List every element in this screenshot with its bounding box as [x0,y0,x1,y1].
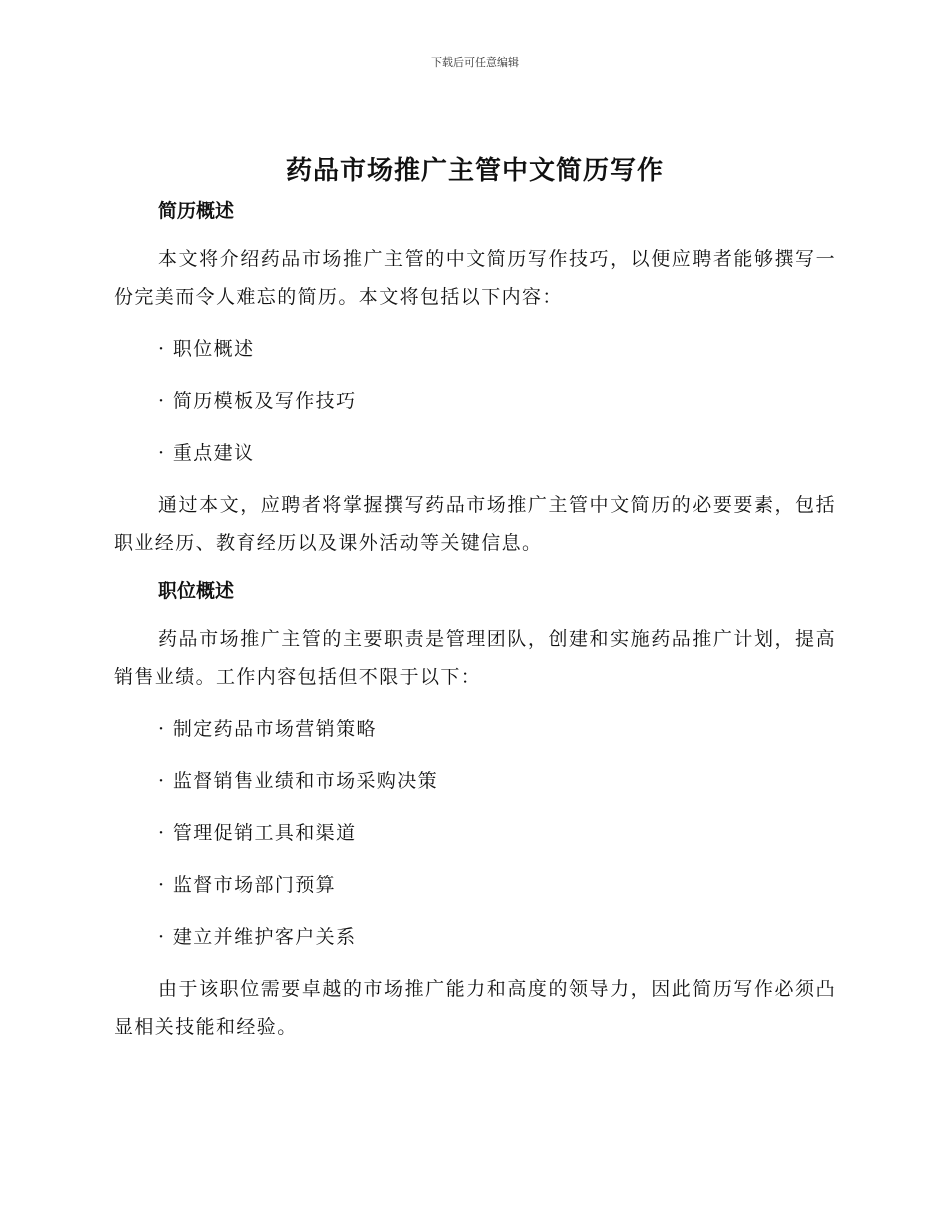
document-body [114,196,836,1046]
document-title: 药品市场推广主管中文简历写作 [285,156,664,186]
paragraph: 药品市场推广主管的主要职责是管理团队，创建和实施药品推广计划，提高销售业绩。工作内容包括但不限于以下： [114,628,836,688]
list-item: · 重点建议 [158,442,255,464]
paragraph: 本文将介绍药品市场推广主管的中文简历写作技巧，以便应聘者能够撰写一份完美而令人难忘的简历。本文将包括以下内容： [114,248,836,308]
section-resume-overview [114,196,836,562]
list-item: · 职位概述 [158,338,255,360]
list-item: · 管理促销工具和渠道 [158,822,357,844]
paragraph: 通过本文，应聘者将掌握撰写药品市场推广主管中文简历的必要要素，包括职业经历、教育经历以及课外活动等关键信息。 [114,494,836,554]
section-heading: 职位概述 [158,580,235,602]
section-heading: 简历概述 [158,200,235,222]
paragraph: 由于该职位需要卓越的市场推广能力和高度的领导力，因此简历写作必须凸显相关技能和经验。 [114,978,836,1038]
header-note: 下载后可任意编辑 [431,56,519,69]
list-item: · 建立并维护客户关系 [158,926,357,948]
list-item: · 简历模板及写作技巧 [158,390,357,412]
section-position-overview [114,576,836,1046]
list-item: · 制定药品市场营销策略 [158,718,377,740]
list-item: · 监督市场部门预算 [158,874,337,896]
list-item: · 监督销售业绩和市场采购决策 [158,770,439,792]
